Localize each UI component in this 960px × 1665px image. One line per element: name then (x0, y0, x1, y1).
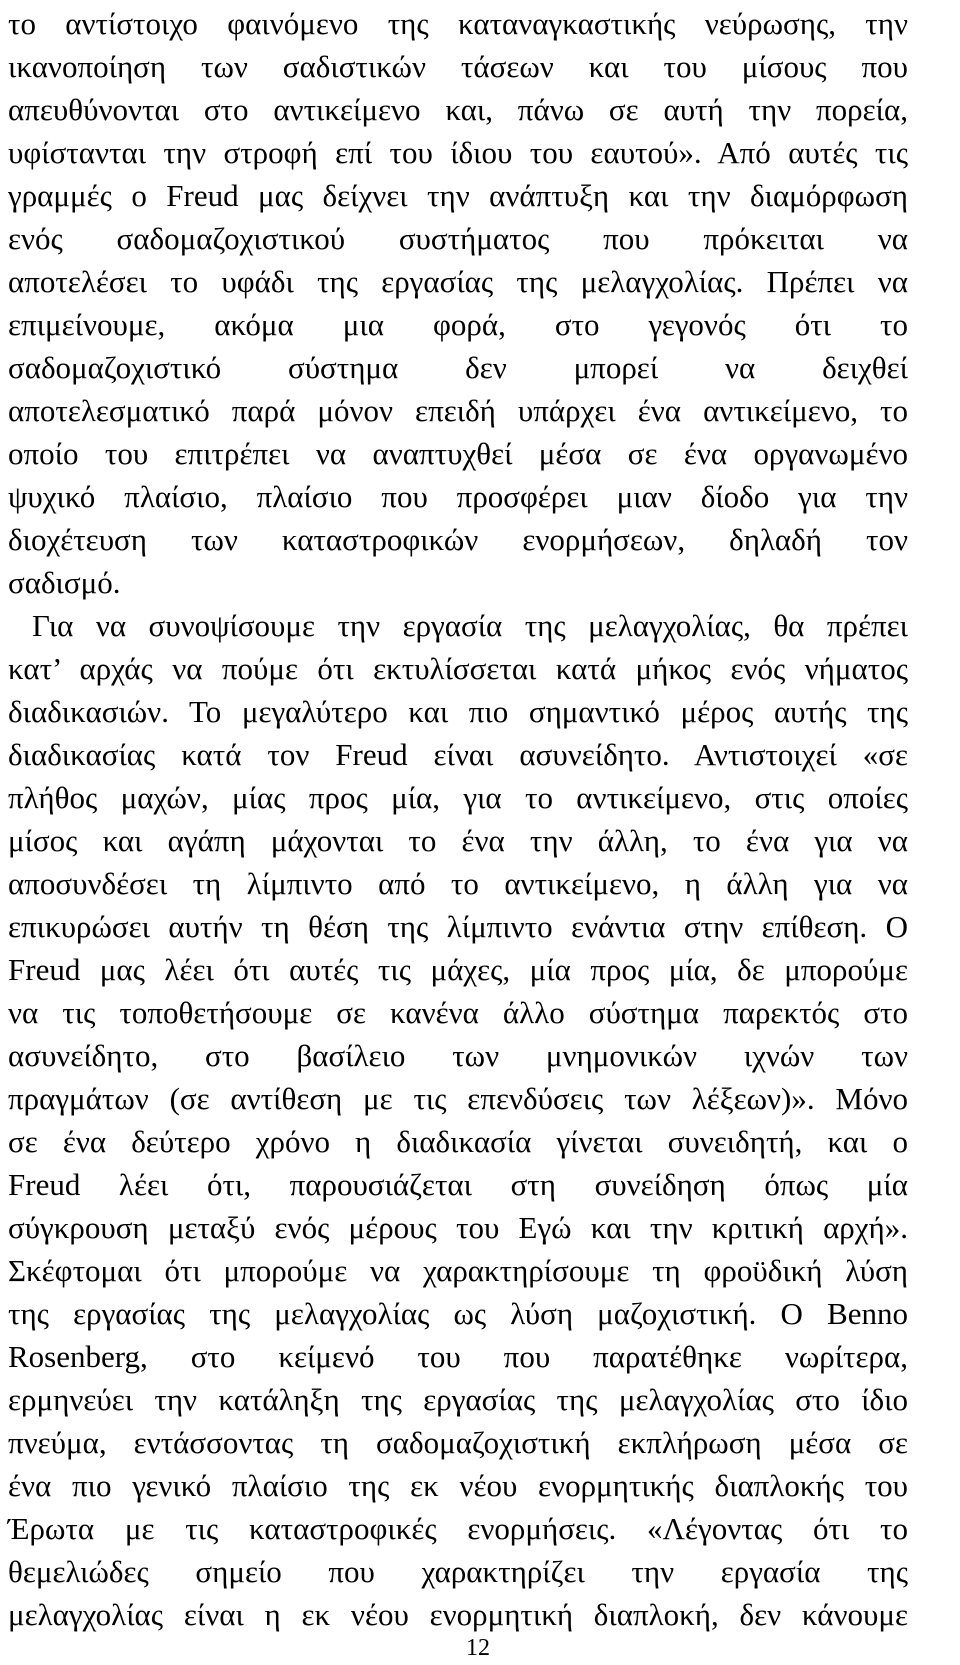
text-line: ασυνείδητο, στο βασίλειο των μνημονικών ιχνών των (8, 1038, 908, 1073)
text-line: αποσυνδέσει τη λίμπιντο από το αντικείμενο, η άλλη για να (8, 866, 908, 901)
text-line: Έρωτα με τις καταστροφικές ενορμήσεις. «Λέγοντας ότι το (8, 1511, 908, 1546)
text-line: ικανοποίηση των σαδιστικών τάσεων και του μίσους που (8, 49, 908, 84)
text-line: ενός σαδομαζοχιστικού συστήματος που πρόκειται να (8, 221, 908, 256)
document-page (8, 0, 908, 1665)
text-line: ερμηνεύει την κατάληξη της εργασίας της μελαγχολίας στο ίδιο (8, 1382, 908, 1417)
text-line: να τις τοποθετήσουμε σε κανένα άλλο σύστημα παρεκτός στο (8, 995, 908, 1030)
text-line: σύγκρουση μεταξύ ενός μέρους του Εγώ και την κριτική αρχή». (8, 1210, 908, 1245)
text-line: επικυρώσει αυτήν τη θέση της λίμπιντο ενάντια στην επίθεση. Ο (8, 909, 908, 944)
text-line: οποίο του επιτρέπει να αναπτυχθεί μέσα σε ένα οργανωμένο (8, 436, 908, 471)
text-line: το αντίστοιχο φαινόμενο της καταναγκαστικής νεύρωσης, την (8, 6, 908, 41)
text-line: Rosenberg, στο κείμενό του που παρατέθηκε νωρίτερα, (8, 1339, 908, 1374)
text-line: επιμείνουμε, ακόμα μια φορά, στο γεγονός ότι το (8, 307, 908, 342)
text-line: σαδομαζοχιστικό σύστημα δεν μπορεί να δειχθεί (8, 350, 908, 385)
text-line: υφίστανται την στροφή επί του ίδιου του εαυτού». Από αυτές τις (8, 135, 908, 170)
text-line: διοχέτευση των καταστροφικών ενορμήσεων, δηλαδή τον (8, 522, 908, 557)
text-line: μίσος και αγάπη μάχονται το ένα την άλλη, το ένα για να (8, 823, 908, 858)
text-line: γραμμές ο Freud μας δείχνει την ανάπτυξη και την διαμόρφωση (8, 178, 908, 213)
text-line: θεμελιώδες σημείο που χαρακτηρίζει την εργασία της (8, 1554, 908, 1589)
text-line: αποτελεσματικό παρά μόνον επειδή υπάρχει ένα αντικείμενο, το (8, 393, 908, 428)
text-line: διαδικασιών. Το μεγαλύτερο και πιο σημαντικό μέρος αυτής της (8, 694, 908, 729)
text-line: της εργασίας της μελαγχολίας ως λύση μαζοχιστική. Ο Benno (8, 1296, 908, 1331)
text-line: σε ένα δεύτερο χρόνο η διαδικασία γίνεται συνειδητή, και ο (8, 1124, 908, 1159)
text-line: πνεύμα, εντάσσοντας τη σαδομαζοχιστική εκπλήρωση μέσα σε (8, 1425, 908, 1460)
text-line: απευθύνονται στο αντικείμενο και, πάνω σε αυτή την πορεία, (8, 92, 908, 127)
text-line: μελαγχολίας είναι η εκ νέου ενορμητική διαπλοκή, δεν κάνουμε (8, 1597, 908, 1632)
text-line: Freud λέει ότι, παρουσιάζεται στη συνείδηση όπως μία (8, 1167, 908, 1202)
text-line: πραγμάτων (σε αντίθεση με τις επενδύσεις των λέξεων)». Μόνο (8, 1081, 908, 1116)
paragraph-last-line: σαδισμό. (8, 565, 121, 600)
page-number: 12 (466, 1635, 490, 1661)
text-line: ψυχικό πλαίσιο, πλαίσιο που προσφέρει μιαν δίοδο για την (8, 479, 908, 514)
text-line: Freud μας λέει ότι αυτές τις μάχες, μία προς μία, δε μπορούμε (8, 952, 908, 987)
text-line: κατ’ αρχάς να πούμε ότι εκτυλίσσεται κατά μήκος ενός νήματος (8, 651, 908, 686)
text-line: αποτελέσει το υφάδι της εργασίας της μελαγχολίας. Πρέπει να (8, 264, 908, 299)
text-line: πλήθος μαχών, μίας προς μία, για το αντικείμενο, στις οποίες (8, 780, 908, 815)
text-line: διαδικασίας κατά τον Freud είναι ασυνείδητο. Αντιστοιχεί «σε (8, 737, 908, 772)
paragraph-first-line: Για να συνοψίσουμε την εργασία της μελαγχολίας, θα πρέπει (32, 608, 908, 643)
text-line: ένα πιο γενικό πλαίσιο της εκ νέου ενορμητικής διαπλοκής του (8, 1468, 908, 1503)
text-line: Σκέφτομαι ότι μπορούμε να χαρακτηρίσουμε τη φροϋδική λύση (8, 1253, 908, 1288)
